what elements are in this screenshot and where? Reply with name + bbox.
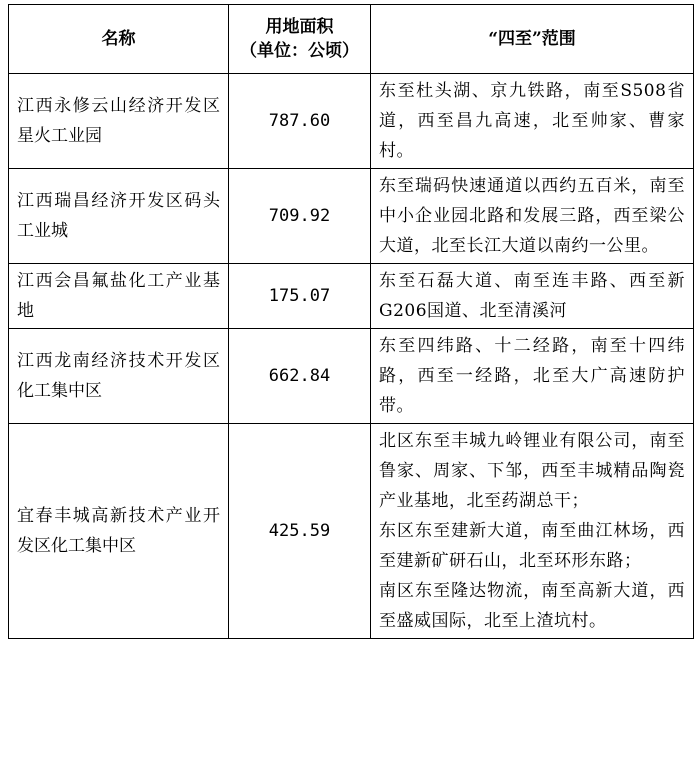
zone-name: 江西会昌氟盐化工产业基地 — [9, 264, 229, 329]
zone-name: 江西龙南经济技术开发区化工集中区 — [9, 329, 229, 424]
table-row — [9, 74, 694, 169]
header-area — [229, 5, 371, 74]
zone-boundary — [371, 264, 694, 329]
table-row — [9, 424, 694, 639]
header-boundary: “四至”范围 — [371, 5, 694, 74]
header-name: 名称 — [9, 5, 229, 74]
zone-boundary — [371, 74, 694, 169]
table-row — [9, 169, 694, 264]
boundary-paragraph: 南区东至隆达物流，南至高新大道，西至盛威国际，北至上渣坑村。 — [379, 581, 685, 631]
zone-area: 787.60 — [229, 74, 371, 169]
header-row — [9, 5, 694, 74]
zone-boundary — [371, 424, 694, 639]
table-row — [9, 264, 694, 329]
boundary-paragraph: 东区东至建新大道，南至曲江林场，西至建新矿研石山，北至环形东路； — [379, 521, 685, 571]
zone-area: 425.59 — [229, 424, 371, 639]
zone-boundary — [371, 329, 694, 424]
boundary-paragraph: 北区东至丰城九岭锂业有限公司，南至鲁家、周家、下邹，西至丰城精品陶瓷产业基地，北至药湖总干； — [379, 431, 685, 511]
table-row — [9, 329, 694, 424]
zone-name: 宜春丰城高新技术产业开发区化工集中区 — [9, 424, 229, 639]
industrial-zone-table — [8, 4, 694, 639]
boundary-paragraph: 东至杜头湖、京九铁路，南至S508省道，西至昌九高速，北至帅家、曹家村。 — [379, 81, 685, 161]
zone-area: 709.92 — [229, 169, 371, 264]
header-area-title: 用地面积 — [265, 17, 334, 37]
zone-name: 江西永修云山经济开发区星火工业园 — [9, 74, 229, 169]
boundary-paragraph: 东至瑞码快速通道以西约五百米，南至中小企业园北路和发展三路，西至梁公大道，北至长江大道以南约一公里。 — [379, 176, 685, 256]
zone-name: 江西瑞昌经济开发区码头工业城 — [9, 169, 229, 264]
zone-area: 662.84 — [229, 329, 371, 424]
zone-area: 175.07 — [229, 264, 371, 329]
boundary-paragraph: 东至四纬路、十二经路，南至十四纬路，西至一经路，北至大广高速防护带。 — [379, 336, 685, 416]
boundary-paragraph: 东至石磊大道、南至连丰路、西至新G206国道、北至清溪河 — [379, 271, 685, 321]
zone-boundary — [371, 169, 694, 264]
header-area-unit: （单位：公顷） — [240, 41, 359, 61]
